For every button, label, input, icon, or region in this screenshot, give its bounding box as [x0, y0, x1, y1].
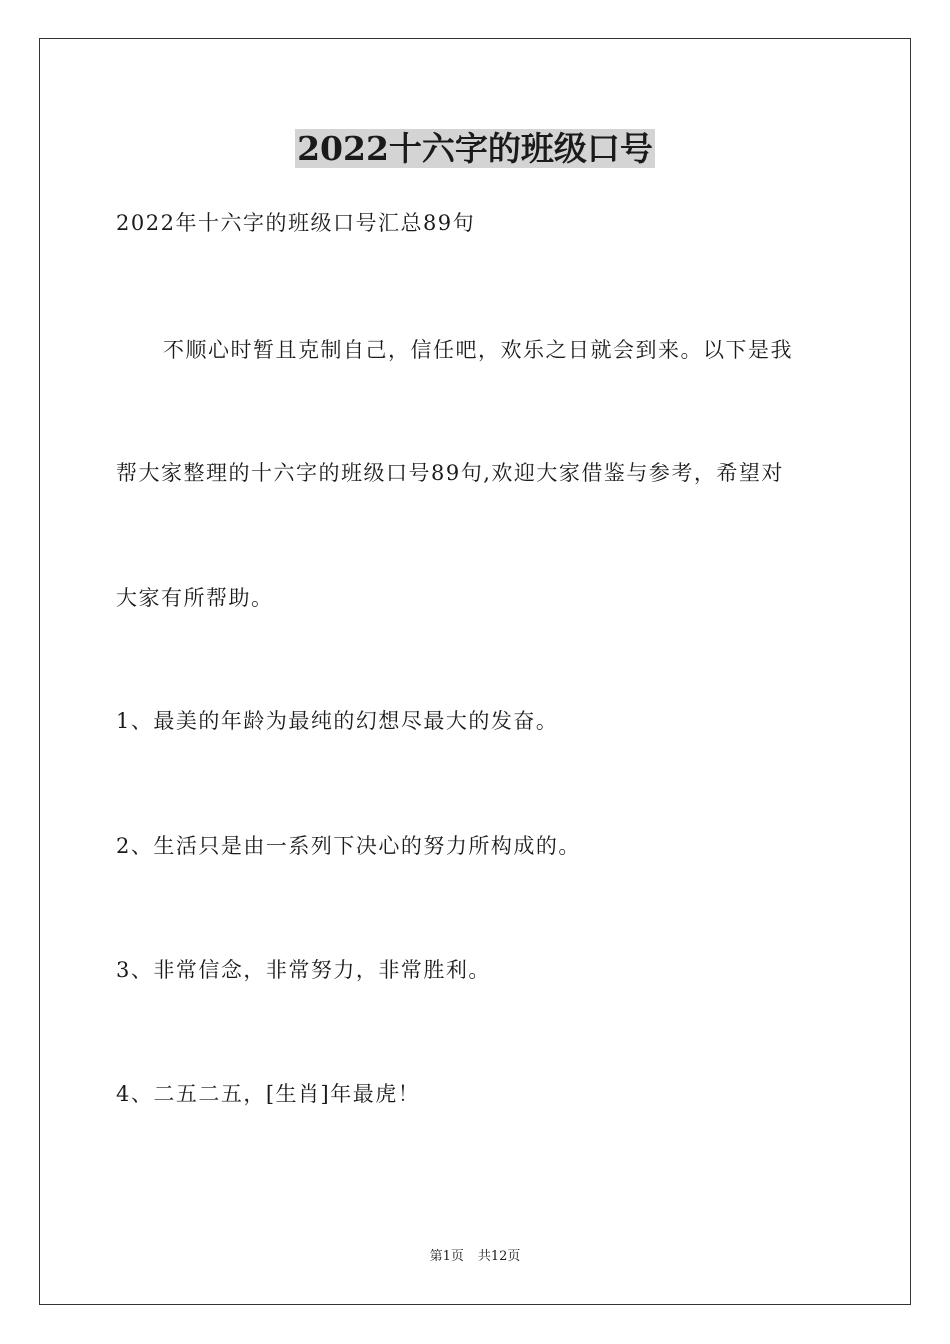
page-number: 第1页: [429, 1249, 464, 1264]
page-total: 共12页: [477, 1249, 521, 1264]
list-item: 3、非常信念，非常努力，非常胜利。: [116, 958, 491, 982]
list-item: 2、生活只是由一系列下决心的努力所构成的。: [116, 834, 581, 858]
document-title: [0, 128, 950, 170]
intro-line-1: 不顺心时暂且克制自己，信任吧，欢乐之日就会到来。以下是我: [163, 338, 793, 362]
title-text: 2022十六字的班级口号: [297, 129, 653, 168]
list-item: 4、二五二五，[生肖]年最虎！: [116, 1082, 421, 1106]
intro-line-3: 大家有所帮助。: [116, 586, 274, 610]
intro-line-2: 帮大家整理的十六字的班级口号89句,欢迎大家借鉴与参考，希望对: [116, 461, 784, 485]
subtitle: 2022年十六字的班级口号汇总89句: [116, 211, 476, 235]
page-footer: [0, 1248, 950, 1266]
list-item: 1、最美的年龄为最纯的幻想尽最大的发奋。: [116, 709, 559, 733]
